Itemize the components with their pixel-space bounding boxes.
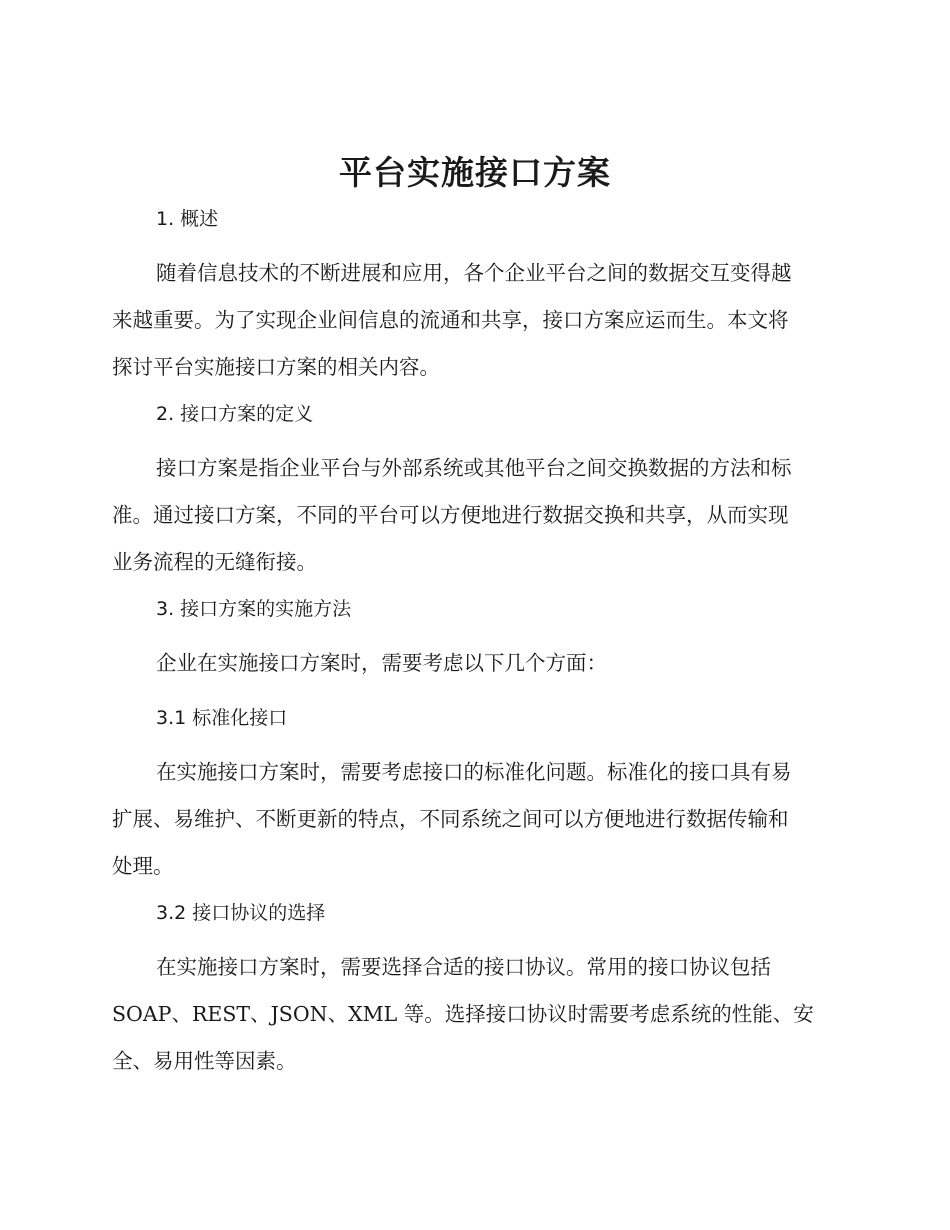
document-title: 平台实施接口方案 xyxy=(339,153,611,192)
section-paragraph-standardization: 在实施接口方案时，需要考虑接口的标准化问题。标准化的接口具有易 扩展、易维护、不断更新的特点，不同系统之间可以方便地进行数据传输和 处理。 xyxy=(112,760,792,878)
section-heading-implementation: 3. 接口方案的实施方法 xyxy=(156,598,352,620)
section-heading-overview: 1. 概述 xyxy=(156,208,219,230)
section-heading-definition: 2. 接口方案的定义 xyxy=(156,403,314,425)
section-heading-protocol: 3.2 接口协议的选择 xyxy=(156,902,326,924)
section-paragraph-overview: 随着信息技术的不断进展和应用，各个企业平台之间的数据交互变得越 来越重要。为了实现企业间信息的流通和共享，接口方案应运而生。本文将 探讨平台实施接口方案的相关内容。 xyxy=(112,261,792,379)
section-paragraph-definition: 接口方案是指企业平台与外部系统或其他平台之间交换数据的方法和标 准。通过接口方案，不同的平台可以方便地进行数据交换和共享，从而实现 业务流程的无缝衔接。 xyxy=(112,456,792,574)
section-heading-standardization: 3.1 标准化接口 xyxy=(156,707,288,729)
section-paragraph-implementation: 企业在实施接口方案时，需要考虑以下几个方面： xyxy=(156,651,607,675)
section-paragraph-protocol: 在实施接口方案时，需要选择合适的接口协议。常用的接口协议包括 SOAP、REST、JSON、XML 等。选择接口协议时需要考虑系统的性能、安 全、易用性等因素。 xyxy=(112,955,814,1073)
